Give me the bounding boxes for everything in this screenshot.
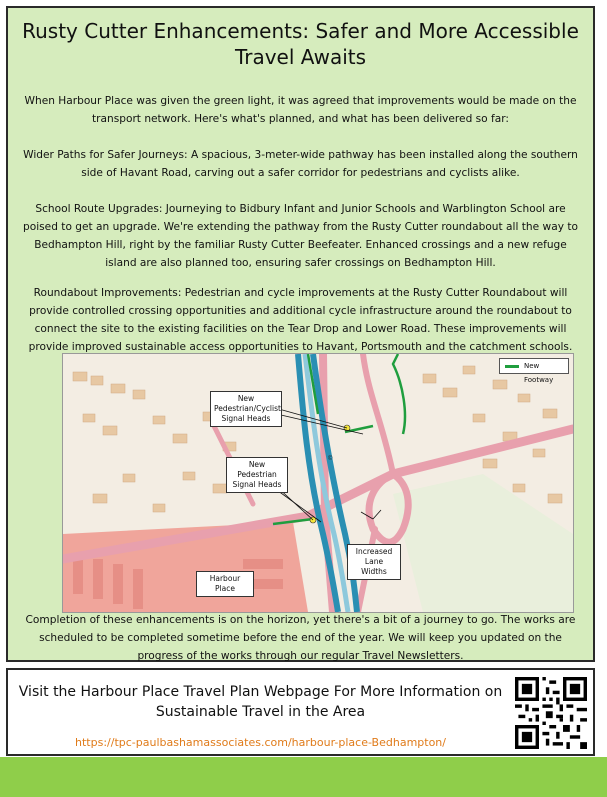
map-graphic [63, 354, 573, 612]
footer-title: Visit the Harbour Place Travel Plan Webpage For More Information on Sustainable Travel in the Area [18, 684, 503, 720]
qr-code-icon[interactable] [515, 677, 587, 749]
footer-panel [6, 668, 595, 756]
label-ped-signal: New Pedestrian Signal Heads [226, 457, 288, 493]
roundabout-paragraph: Roundabout Improvements: Pedestrian and cycle improvements at the Rusty Cutter Roundabout will provide controlled crossing opportunities and additional cycle infrastructure around the roundabout to connect the site to the existing facilities on the Tear Drop and Lower Road. These improvements will provide improved sustainable access opportunities to Havant, Portsmouth and the catchment schools. [28, 287, 573, 353]
svg-text:©: © [328, 456, 333, 462]
legend-label: New Footway [524, 362, 554, 384]
site-map [62, 353, 574, 613]
wider-paths-paragraph: Wider Paths for Safer Journeys: A spacious, 3-meter-wide pathway has been installed along the southern side of Havant Road, carving out a safer corridor for pedestrians and cyclists alike. [23, 149, 578, 179]
label-lane-widths: Increased Lane Widths [347, 544, 401, 580]
new-footway-swatch [505, 365, 519, 368]
completion-paragraph: Completion of these enhancements is on the horizon, yet there's a bit of a journey to go. The works are scheduled to be completed sometime before the end of the year. We will keep you updated on the progress of the works through our regular Travel Newsletters. [25, 614, 576, 662]
webpage-link[interactable]: https://tpc-paulbashamassociates.com/harbour-place-Bedhampton/ [75, 736, 446, 749]
label-ped-cyclist-signal: New Pedestrian/Cyclist Signal Heads [210, 391, 282, 427]
map-legend [499, 358, 569, 384]
school-route-paragraph: School Route Upgrades: Journeying to Bidbury Infant and Junior Schools and Warblington School are poised to get an upgrade. We're extending the pathway from the Rusty Cutter roundabout all the way to Bedhampton Hill, right by the familiar Rusty Cutter Beefeater. Enhanced crossings and a new refuge island are also planned too, ensuring safer crossings on Bedhampton Hill. [23, 203, 578, 269]
intro-paragraph: When Harbour Place was given the green light, it was agreed that improvements would be made on the transport network. Here's what's planned, and what has been delivered so far: [24, 95, 577, 125]
label-harbour-place: Harbour Place [196, 571, 254, 597]
bottom-band [0, 757, 607, 797]
page-title: Rusty Cutter Enhancements: Safer and More Accessible Travel Awaits [22, 19, 579, 69]
main-panel [6, 6, 595, 662]
